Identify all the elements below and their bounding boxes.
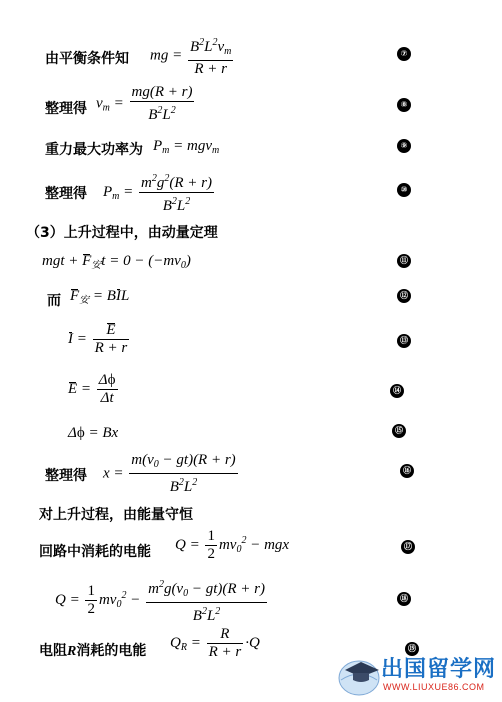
equation-number-18: ⑱ xyxy=(397,592,411,606)
equation-number-17: ⑰ xyxy=(401,540,415,554)
formula-pm-mgvm: $P_m = mgv_m$ xyxy=(153,138,220,156)
formula-pm-expanded: $P_m$ = $\frac{m^2g^2(R + r)}{B^2L^2}$ xyxy=(103,173,212,214)
equation-number-19: ⑲ xyxy=(405,642,419,656)
text-equilibrium-condition: 由平衡条件知 xyxy=(45,51,129,67)
text-rearrange-2: 整理得 xyxy=(45,186,87,202)
text-resistor-prefix: 电阻 xyxy=(39,643,67,659)
equation-number-15: ⑮ xyxy=(392,424,406,438)
text-part3-momentum: （3）上升过程中，由动量定理 xyxy=(26,225,218,241)
formula-q-energy: Q = $\frac{1}{2}$ $mv_0^2$ − mgx xyxy=(175,528,290,562)
formula-flux-change: Δϕ = Bx xyxy=(68,425,119,441)
watermark-logo xyxy=(335,650,502,698)
formula-average-force: $F_安$ = BIL xyxy=(70,288,130,306)
equation-number-11: ⑪ xyxy=(397,254,411,268)
formula-displacement-x: x = $\frac{m(v_0 - gt)(R + r)}{B^2L^2}$ xyxy=(103,452,236,495)
text-rearrange-1: 整理得 xyxy=(45,101,87,117)
formula-mg-equilibrium: mg = $\frac{B^2L^2v_m}{R + r}$ xyxy=(150,37,232,77)
text-rearrange-3: 整理得 xyxy=(45,468,87,484)
text-resistor-symbol: R xyxy=(67,644,77,659)
equation-number-9: ⑨ xyxy=(397,139,411,153)
formula-q-expanded: Q = $\frac{1}{2}$ $mv_0^2$ − $\frac{m^2g(v_0 - gt)(R + r)}{B^2L^2}$ xyxy=(55,579,265,624)
formula-average-current: I = $\frac{E}{R + r}$ xyxy=(68,322,128,356)
equation-number-13: ⑬ xyxy=(397,334,411,348)
equation-number-8: ⑧ xyxy=(397,98,411,112)
text-resistor-energy xyxy=(39,640,146,660)
equation-number-16: ⑯ xyxy=(400,464,414,478)
watermark-title: 出国留学网 xyxy=(381,657,497,682)
text-and: 而 xyxy=(47,293,61,309)
text-resistor-suffix: 消耗的电能 xyxy=(76,643,147,659)
watermark-url: WWW.LIUXUE86.COM xyxy=(383,682,485,692)
formula-qr: $Q_R$ = $\frac{R}{R + r}$ ·Q xyxy=(170,626,260,660)
formula-vm: $v_m$ = $\frac{mg(R + r)}{B^2L^2}$ xyxy=(96,84,193,123)
text-energy-conservation: 对上升过程，由能量守恒 xyxy=(39,507,193,523)
equation-number-7: ⑦ xyxy=(397,47,411,61)
text-max-gravity-power: 重力最大功率为 xyxy=(45,142,143,158)
text-circuit-energy: 回路中消耗的电能 xyxy=(39,544,151,560)
equation-number-10: ⑩ xyxy=(397,183,411,197)
formula-average-emf: E = $\frac{\Delta\phi}{\Delta t}$ xyxy=(68,372,116,406)
equation-number-12: ⑫ xyxy=(397,289,411,303)
equation-number-14: ⑭ xyxy=(390,384,404,398)
formula-momentum-theorem: mgt + $F_安t = 0 - (-mv_0)$ xyxy=(42,253,191,271)
